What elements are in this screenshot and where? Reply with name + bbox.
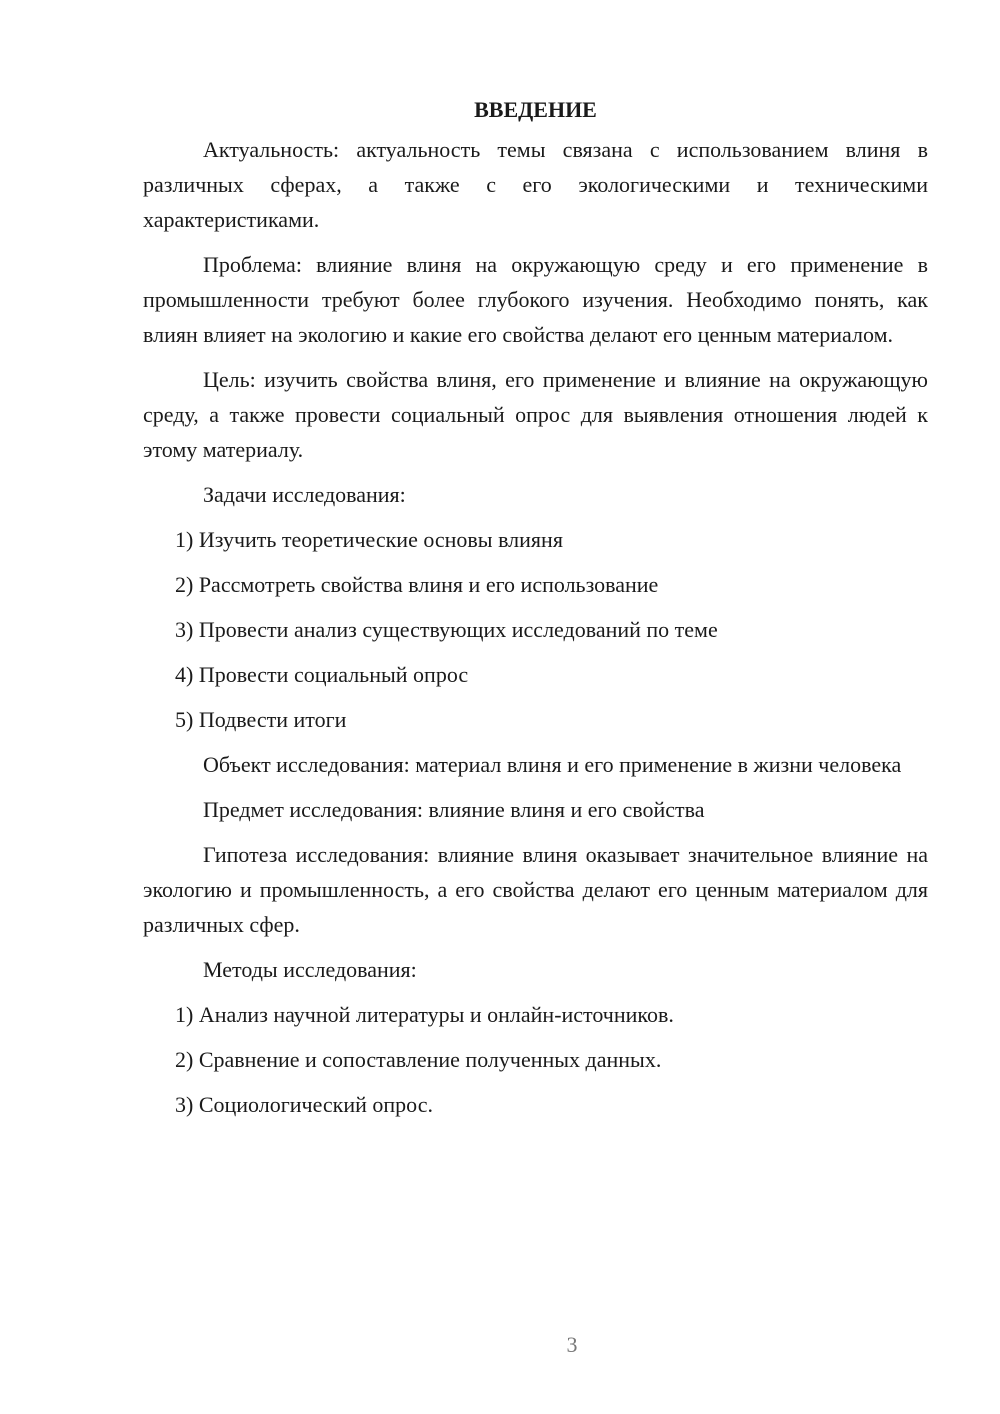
list-item: 1) Изучить теоретические основы влияня (175, 527, 563, 552)
page-title: ВВЕДЕНИЕ (474, 97, 597, 122)
list-item: 5) Подвести итоги (175, 707, 347, 732)
list-item: 4) Провести социальный опрос (175, 662, 469, 687)
list-item: 2) Рассмотреть свойства влиня и его использование (175, 572, 659, 597)
list-item: 3) Социологический опрос. (175, 1092, 433, 1117)
hypothesis-paragraph: Гипотеза исследования: влияние влиня оказывает значительное влияние на экологию и промышленность, а его свойства делают его ценным материалом для различных сфер. (143, 842, 928, 937)
problem-paragraph: Проблема: влияние влиня на окружающую среду и его применение в промышленности требуют более глубокого изучения. Необходимо понять, как влиян влияет на экологию и какие его свойства делают его ценным материалом. (143, 252, 928, 347)
object-paragraph: Объект исследования: материал влиня и его применение в жизни человека (203, 752, 902, 777)
page-number: 3 (566, 1332, 578, 1357)
list-item: 2) Сравнение и сопоставление полученных данных. (175, 1047, 662, 1072)
goal-paragraph: Цель: изучить свойства влиня, его применение и влияние на окружающую среду, а также провести социальный опрос для выявления отношения людей к этому материалу. (143, 367, 928, 462)
subject-paragraph: Предмет исследования: влияние влиня и его свойства (203, 797, 705, 822)
list-item: 3) Провести анализ существующих исследований по теме (175, 617, 718, 642)
methods-list (143, 997, 928, 1122)
relevance-paragraph: Актуальность: актуальность темы связана с использованием влиня в различных сферах, а также с его экологическими и техническими характеристиками. (143, 137, 928, 232)
tasks-heading: Задачи исследования: (203, 482, 406, 507)
page-content (143, 92, 928, 1132)
list-item: 1) Анализ научной литературы и онлайн-источников. (175, 1002, 674, 1027)
methods-heading: Методы исследования: (203, 957, 417, 982)
tasks-list (143, 522, 928, 737)
